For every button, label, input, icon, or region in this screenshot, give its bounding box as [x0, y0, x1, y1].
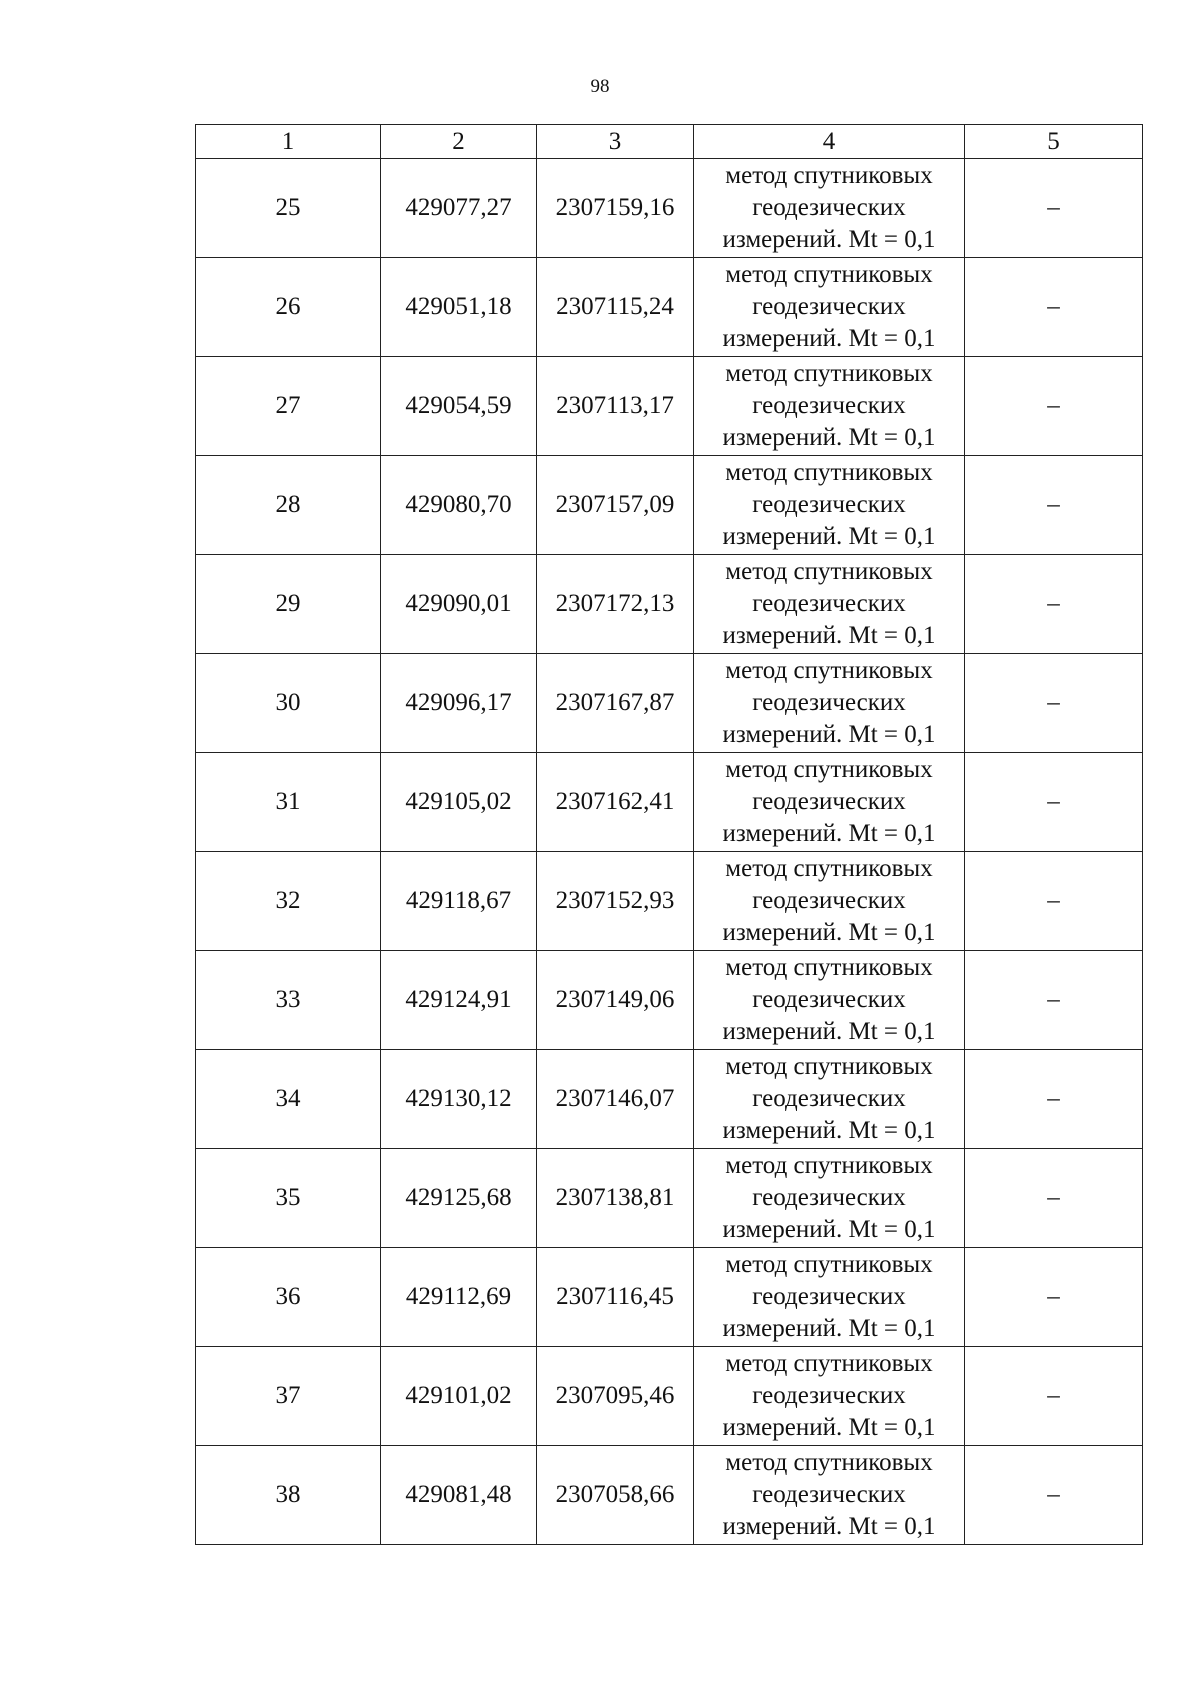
method-cell [694, 1050, 965, 1149]
table-row [196, 357, 1143, 456]
method-line: метод спутниковых [725, 1053, 933, 1080]
method-line: метод спутниковых [725, 459, 933, 486]
table-row [196, 951, 1143, 1050]
method-line: геодезических [752, 1481, 906, 1508]
method-line: геодезических [752, 293, 906, 320]
method-line: измерений. Mt = 0,1 [722, 1216, 936, 1243]
table-row [196, 1347, 1143, 1446]
method-line: измерений. Mt = 0,1 [722, 1414, 936, 1441]
method-line: геодезических [752, 986, 906, 1013]
note-cell: – [965, 258, 1143, 357]
coordinates-table [195, 124, 1143, 1545]
note-cell: – [965, 753, 1143, 852]
note-cell: – [965, 1446, 1143, 1545]
method-line: метод спутниковых [725, 756, 933, 783]
column-header-5: 5 [965, 125, 1143, 159]
note-cell: – [965, 951, 1143, 1050]
table-row [196, 852, 1143, 951]
method-cell [694, 951, 965, 1050]
method-line: измерений. Mt = 0,1 [722, 1513, 936, 1540]
method-cell [694, 159, 965, 258]
note-cell: – [965, 555, 1143, 654]
method-cell [694, 357, 965, 456]
point-number-cell: 36 [196, 1248, 381, 1347]
method-cell [694, 1347, 965, 1446]
method-line: метод спутниковых [725, 1449, 933, 1476]
note-cell: – [965, 456, 1143, 555]
table-row [196, 456, 1143, 555]
x-coordinate-cell: 429051,18 [381, 258, 537, 357]
method-line: измерений. Mt = 0,1 [722, 325, 936, 352]
method-line: метод спутниковых [725, 558, 933, 585]
point-number-cell: 37 [196, 1347, 381, 1446]
x-coordinate-cell: 429054,59 [381, 357, 537, 456]
point-number-cell: 25 [196, 159, 381, 258]
point-number-cell: 30 [196, 654, 381, 753]
method-line: метод спутниковых [725, 261, 933, 288]
note-cell: – [965, 654, 1143, 753]
column-header-4: 4 [694, 125, 965, 159]
method-line: геодезических [752, 1382, 906, 1409]
point-number-cell: 32 [196, 852, 381, 951]
note-cell: – [965, 1149, 1143, 1248]
method-cell [694, 753, 965, 852]
table-row [196, 1149, 1143, 1248]
method-line: измерений. Mt = 0,1 [722, 424, 936, 451]
x-coordinate-cell: 429081,48 [381, 1446, 537, 1545]
method-line: метод спутниковых [725, 360, 933, 387]
y-coordinate-cell: 2307149,06 [537, 951, 694, 1050]
method-cell [694, 456, 965, 555]
method-line: геодезических [752, 1283, 906, 1310]
method-line: геодезических [752, 887, 906, 914]
table-header [196, 125, 1143, 159]
method-line: геодезических [752, 1085, 906, 1112]
point-number-cell: 33 [196, 951, 381, 1050]
table-row [196, 1248, 1143, 1347]
method-line: измерений. Mt = 0,1 [722, 1018, 936, 1045]
table-row [196, 159, 1143, 258]
y-coordinate-cell: 2307152,93 [537, 852, 694, 951]
method-line: измерений. Mt = 0,1 [722, 622, 936, 649]
method-cell [694, 852, 965, 951]
method-line: метод спутниковых [725, 1350, 933, 1377]
method-line: измерений. Mt = 0,1 [722, 226, 936, 253]
point-number-cell: 27 [196, 357, 381, 456]
method-line: геодезических [752, 788, 906, 815]
method-line: метод спутниковых [725, 1251, 933, 1278]
method-line: геодезических [752, 689, 906, 716]
method-line: геодезических [752, 194, 906, 221]
method-line: геодезических [752, 392, 906, 419]
method-line: геодезических [752, 1184, 906, 1211]
y-coordinate-cell: 2307157,09 [537, 456, 694, 555]
method-cell [694, 258, 965, 357]
column-header-3: 3 [537, 125, 694, 159]
point-number-cell: 26 [196, 258, 381, 357]
method-line: геодезических [752, 491, 906, 518]
method-line: метод спутниковых [725, 162, 933, 189]
method-line: измерений. Mt = 0,1 [722, 721, 936, 748]
y-coordinate-cell: 2307146,07 [537, 1050, 694, 1149]
method-line: измерений. Mt = 0,1 [722, 919, 936, 946]
point-number-cell: 29 [196, 555, 381, 654]
method-line: метод спутниковых [725, 855, 933, 882]
note-cell: – [965, 357, 1143, 456]
method-cell [694, 1446, 965, 1545]
y-coordinate-cell: 2307058,66 [537, 1446, 694, 1545]
y-coordinate-cell: 2307115,24 [537, 258, 694, 357]
y-coordinate-cell: 2307172,13 [537, 555, 694, 654]
y-coordinate-cell: 2307159,16 [537, 159, 694, 258]
page-number: 98 [590, 76, 610, 97]
x-coordinate-cell: 429090,01 [381, 555, 537, 654]
table-row [196, 753, 1143, 852]
x-coordinate-cell: 429130,12 [381, 1050, 537, 1149]
method-cell [694, 1149, 965, 1248]
method-line: измерений. Mt = 0,1 [722, 820, 936, 847]
method-cell [694, 555, 965, 654]
x-coordinate-cell: 429105,02 [381, 753, 537, 852]
note-cell: – [965, 1248, 1143, 1347]
y-coordinate-cell: 2307162,41 [537, 753, 694, 852]
x-coordinate-cell: 429096,17 [381, 654, 537, 753]
point-number-cell: 35 [196, 1149, 381, 1248]
y-coordinate-cell: 2307138,81 [537, 1149, 694, 1248]
column-header-1: 1 [196, 125, 381, 159]
table-row [196, 555, 1143, 654]
note-cell: – [965, 852, 1143, 951]
x-coordinate-cell: 429101,02 [381, 1347, 537, 1446]
method-cell [694, 1248, 965, 1347]
table-row [196, 654, 1143, 753]
header-row [196, 125, 1143, 159]
method-line: измерений. Mt = 0,1 [722, 1117, 936, 1144]
x-coordinate-cell: 429077,27 [381, 159, 537, 258]
method-line: измерений. Mt = 0,1 [722, 1315, 936, 1342]
note-cell: – [965, 159, 1143, 258]
table-row [196, 1050, 1143, 1149]
y-coordinate-cell: 2307167,87 [537, 654, 694, 753]
method-line: метод спутниковых [725, 657, 933, 684]
table-body [196, 159, 1143, 1545]
point-number-cell: 28 [196, 456, 381, 555]
method-line: геодезических [752, 590, 906, 617]
method-line: метод спутниковых [725, 954, 933, 981]
method-cell [694, 654, 965, 753]
column-header-2: 2 [381, 125, 537, 159]
y-coordinate-cell: 2307116,45 [537, 1248, 694, 1347]
x-coordinate-cell: 429112,69 [381, 1248, 537, 1347]
method-line: измерений. Mt = 0,1 [722, 523, 936, 550]
table-row [196, 258, 1143, 357]
point-number-cell: 38 [196, 1446, 381, 1545]
x-coordinate-cell: 429124,91 [381, 951, 537, 1050]
x-coordinate-cell: 429125,68 [381, 1149, 537, 1248]
table-row [196, 1446, 1143, 1545]
y-coordinate-cell: 2307113,17 [537, 357, 694, 456]
note-cell: – [965, 1050, 1143, 1149]
y-coordinate-cell: 2307095,46 [537, 1347, 694, 1446]
x-coordinate-cell: 429118,67 [381, 852, 537, 951]
method-line: метод спутниковых [725, 1152, 933, 1179]
note-cell: – [965, 1347, 1143, 1446]
point-number-cell: 31 [196, 753, 381, 852]
x-coordinate-cell: 429080,70 [381, 456, 537, 555]
point-number-cell: 34 [196, 1050, 381, 1149]
